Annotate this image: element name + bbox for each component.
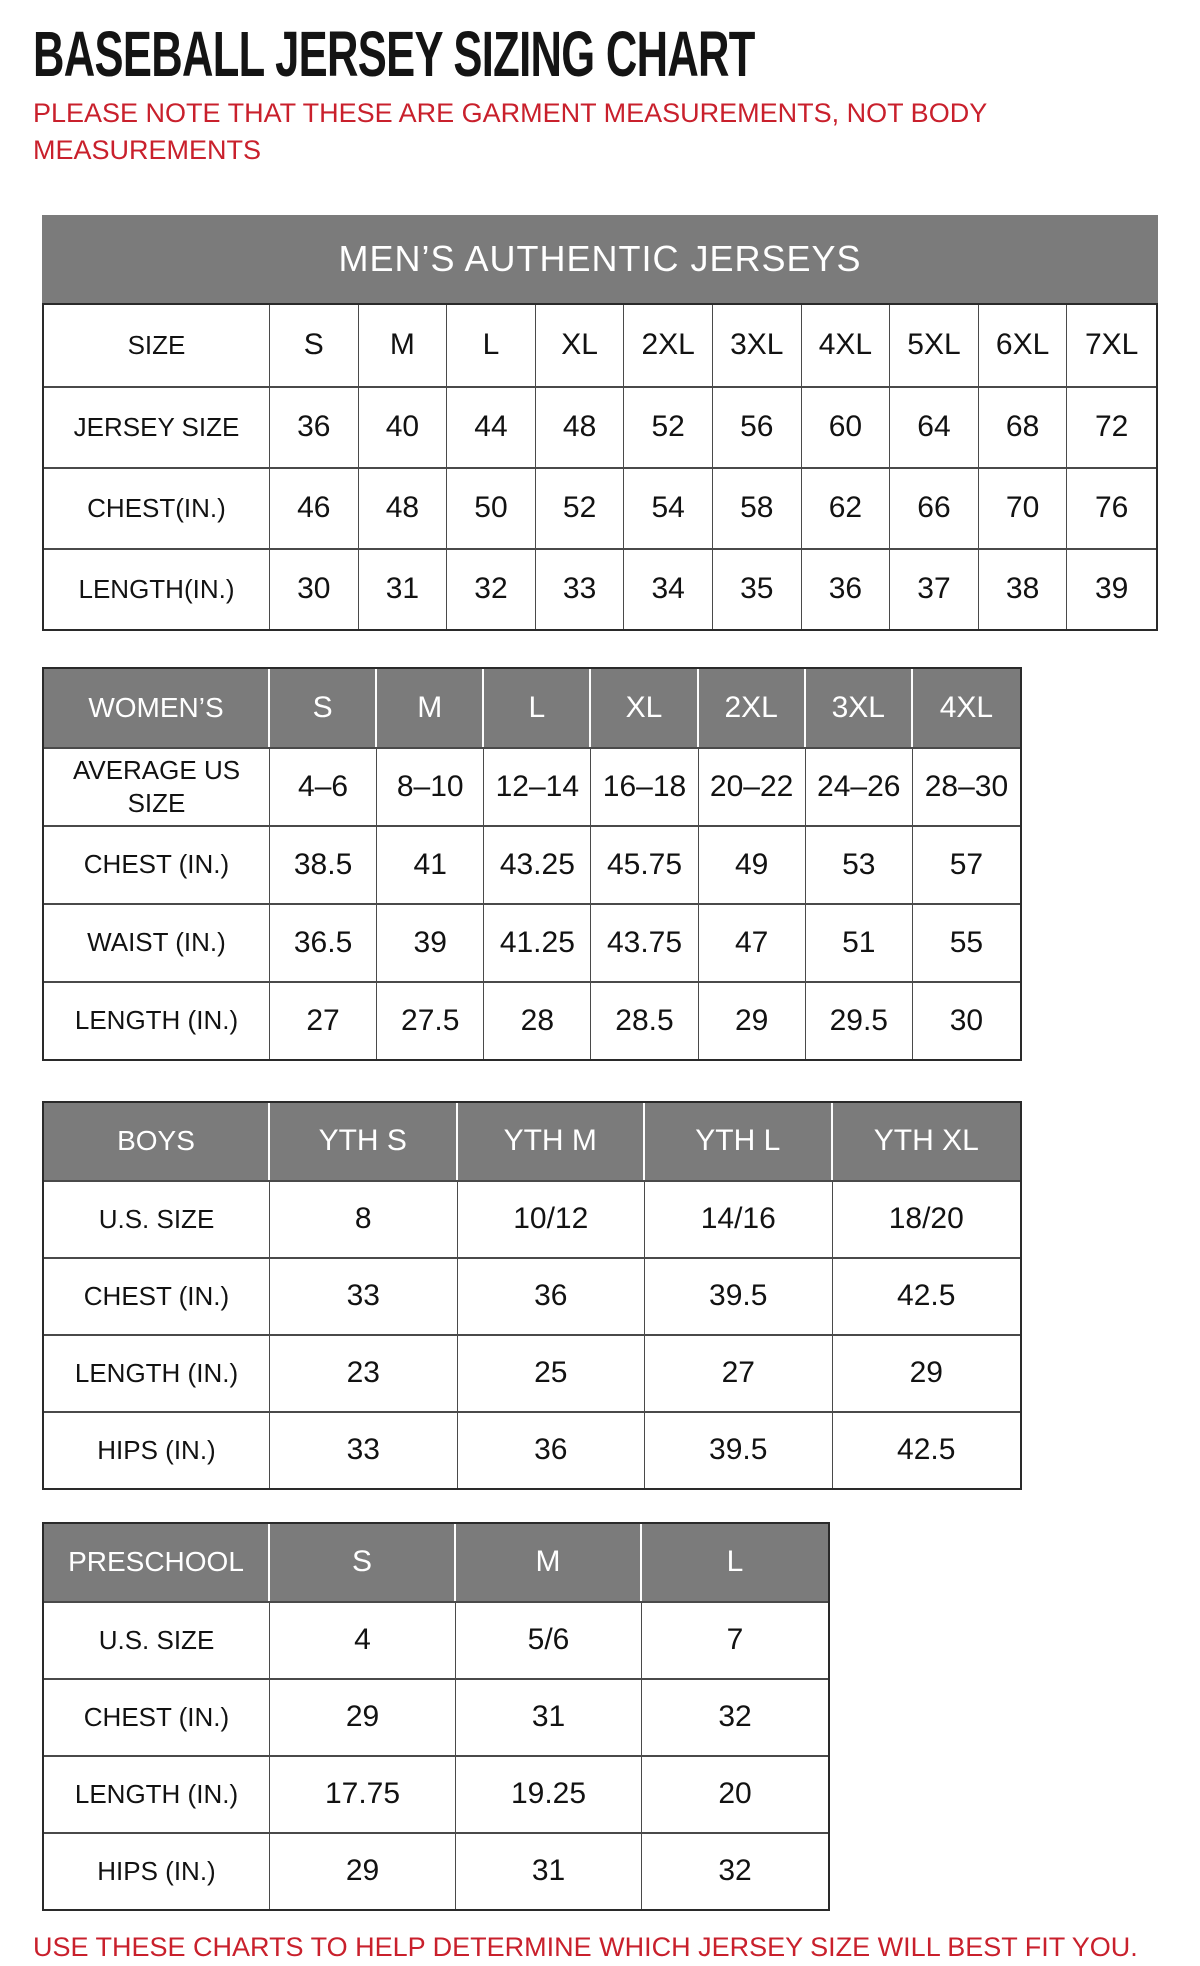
data-cell: 48 xyxy=(359,467,448,548)
column-header: 6XL xyxy=(979,305,1068,386)
data-cell: 19.25 xyxy=(456,1755,642,1832)
data-cell: 20 xyxy=(642,1755,828,1832)
data-cell: 14/16 xyxy=(645,1180,833,1257)
data-cell: 53 xyxy=(806,825,913,903)
data-cell: 46 xyxy=(270,467,359,548)
sizing-chart-page xyxy=(0,18,1200,1966)
column-header: XL xyxy=(536,305,625,386)
column-header: 4XL xyxy=(802,305,891,386)
row-label: U.S. SIZE xyxy=(44,1601,270,1678)
column-header: XL xyxy=(591,669,698,747)
data-cell: 58 xyxy=(713,467,802,548)
column-header: 7XL xyxy=(1067,305,1156,386)
data-cell: 23 xyxy=(270,1334,458,1411)
data-cell: 39 xyxy=(377,903,484,981)
data-cell: 27 xyxy=(645,1334,833,1411)
data-cell: 29 xyxy=(270,1678,456,1755)
data-cell: 7 xyxy=(642,1601,828,1678)
data-cell: 43.25 xyxy=(484,825,591,903)
data-cell: 29 xyxy=(699,981,806,1059)
column-header: S xyxy=(270,305,359,386)
data-cell: 17.75 xyxy=(270,1755,456,1832)
data-cell: 35 xyxy=(713,548,802,629)
data-cell: 4 xyxy=(270,1601,456,1678)
data-cell: 25 xyxy=(458,1334,646,1411)
data-cell: 38 xyxy=(979,548,1068,629)
data-cell: 36 xyxy=(458,1257,646,1334)
data-cell: 4–6 xyxy=(270,747,377,825)
data-cell: 8 xyxy=(270,1180,458,1257)
data-cell: 36 xyxy=(802,548,891,629)
data-cell: 39.5 xyxy=(645,1411,833,1488)
row-label: CHEST(IN.) xyxy=(44,467,270,548)
data-cell: 43.75 xyxy=(591,903,698,981)
data-cell: 52 xyxy=(536,467,625,548)
data-cell: 30 xyxy=(270,548,359,629)
row-label: CHEST (IN.) xyxy=(44,825,270,903)
data-cell: 44 xyxy=(447,386,536,467)
row-label: WAIST (IN.) xyxy=(44,903,270,981)
row-label: LENGTH (IN.) xyxy=(44,1755,270,1832)
data-cell: 18/20 xyxy=(833,1180,1021,1257)
table-title-band: MEN’S AUTHENTIC JERSEYS xyxy=(42,215,1158,303)
data-cell: 32 xyxy=(447,548,536,629)
data-cell: 72 xyxy=(1067,386,1156,467)
data-cell: 32 xyxy=(642,1832,828,1909)
data-cell: 10/12 xyxy=(458,1180,646,1257)
row-label: CHEST (IN.) xyxy=(44,1257,270,1334)
data-cell: 8–10 xyxy=(377,747,484,825)
data-cell: 27.5 xyxy=(377,981,484,1059)
column-header: 2XL xyxy=(624,305,713,386)
data-cell: 51 xyxy=(806,903,913,981)
data-cell: 33 xyxy=(270,1411,458,1488)
data-cell: 64 xyxy=(890,386,979,467)
data-cell: 48 xyxy=(536,386,625,467)
garment-measurement-note: PLEASE NOTE THAT THESE ARE GARMENT MEASUREMENTS, NOT BODY MEASUREMENTS xyxy=(33,97,987,165)
data-cell: 41 xyxy=(377,825,484,903)
row-label: U.S. SIZE xyxy=(44,1180,270,1257)
data-cell: 20–22 xyxy=(699,747,806,825)
data-cell: 28.5 xyxy=(591,981,698,1059)
table-corner-label: SIZE xyxy=(44,305,270,386)
row-label: HIPS (IN.) xyxy=(44,1832,270,1909)
data-cell: 16–18 xyxy=(591,747,698,825)
data-cell: 62 xyxy=(802,467,891,548)
data-cell: 38.5 xyxy=(270,825,377,903)
row-label: HIPS (IN.) xyxy=(44,1411,270,1488)
data-cell: 29.5 xyxy=(806,981,913,1059)
data-cell: 33 xyxy=(270,1257,458,1334)
data-cell: 50 xyxy=(447,467,536,548)
womens-sizing-table xyxy=(42,667,1022,1061)
data-cell: 28–30 xyxy=(913,747,1020,825)
size-grid xyxy=(42,303,1158,631)
data-cell: 66 xyxy=(890,467,979,548)
data-cell: 5/6 xyxy=(456,1601,642,1678)
data-cell: 45.75 xyxy=(591,825,698,903)
data-cell: 68 xyxy=(979,386,1068,467)
data-cell: 39 xyxy=(1067,548,1156,629)
data-cell: 29 xyxy=(270,1832,456,1909)
column-header: YTH S xyxy=(270,1103,458,1180)
data-cell: 55 xyxy=(913,903,1020,981)
column-header: 3XL xyxy=(713,305,802,386)
data-cell: 28 xyxy=(484,981,591,1059)
data-cell: 36 xyxy=(270,386,359,467)
data-cell: 39.5 xyxy=(645,1257,833,1334)
data-cell: 52 xyxy=(624,386,713,467)
fit-advice-note: USE THESE CHARTS TO HELP DETERMINE WHICH JERSEY SIZE WILL BEST FIT YOU. xyxy=(33,1931,1138,1962)
data-cell: 31 xyxy=(456,1678,642,1755)
column-header: YTH M xyxy=(458,1103,646,1180)
table-corner-label: WOMEN’S xyxy=(44,669,270,747)
data-cell: 24–26 xyxy=(806,747,913,825)
column-header: M xyxy=(359,305,448,386)
data-cell: 29 xyxy=(833,1334,1021,1411)
data-cell: 27 xyxy=(270,981,377,1059)
data-cell: 31 xyxy=(456,1832,642,1909)
data-cell: 34 xyxy=(624,548,713,629)
data-cell: 76 xyxy=(1067,467,1156,548)
data-cell: 37 xyxy=(890,548,979,629)
column-header: L xyxy=(484,669,591,747)
row-label: LENGTH(IN.) xyxy=(44,548,270,629)
data-cell: 49 xyxy=(699,825,806,903)
column-header: S xyxy=(270,669,377,747)
preschool-sizing-table xyxy=(42,1522,830,1911)
column-header: 4XL xyxy=(913,669,1020,747)
row-label: JERSEY SIZE xyxy=(44,386,270,467)
data-cell: 70 xyxy=(979,467,1068,548)
data-cell: 40 xyxy=(359,386,448,467)
row-label: LENGTH (IN.) xyxy=(44,1334,270,1411)
column-header: L xyxy=(447,305,536,386)
data-cell: 31 xyxy=(359,548,448,629)
size-grid xyxy=(42,667,1022,1061)
data-cell: 56 xyxy=(713,386,802,467)
boys-sizing-table xyxy=(42,1101,1022,1490)
data-cell: 36 xyxy=(458,1411,646,1488)
column-header: M xyxy=(456,1524,642,1601)
data-cell: 47 xyxy=(699,903,806,981)
data-cell: 41.25 xyxy=(484,903,591,981)
data-cell: 42.5 xyxy=(833,1257,1021,1334)
row-label: AVERAGE US SIZE xyxy=(44,747,270,825)
column-header: YTH L xyxy=(645,1103,833,1180)
page-title: BASEBALL JERSEY SIZING CHART xyxy=(33,18,755,90)
data-cell: 42.5 xyxy=(833,1411,1021,1488)
column-header: M xyxy=(377,669,484,747)
column-header: 3XL xyxy=(806,669,913,747)
data-cell: 32 xyxy=(642,1678,828,1755)
data-cell: 30 xyxy=(913,981,1020,1059)
size-grid xyxy=(42,1522,830,1911)
column-header: 5XL xyxy=(890,305,979,386)
data-cell: 12–14 xyxy=(484,747,591,825)
data-cell: 36.5 xyxy=(270,903,377,981)
column-header: L xyxy=(642,1524,828,1601)
column-header: YTH XL xyxy=(833,1103,1021,1180)
data-cell: 54 xyxy=(624,467,713,548)
data-cell: 57 xyxy=(913,825,1020,903)
table-corner-label: BOYS xyxy=(44,1103,270,1180)
size-grid xyxy=(42,1101,1022,1490)
column-header: 2XL xyxy=(699,669,806,747)
data-cell: 33 xyxy=(536,548,625,629)
column-header: S xyxy=(270,1524,456,1601)
row-label: LENGTH (IN.) xyxy=(44,981,270,1059)
data-cell: 60 xyxy=(802,386,891,467)
mens-sizing-table xyxy=(42,215,1158,631)
row-label: CHEST (IN.) xyxy=(44,1678,270,1755)
table-corner-label: PRESCHOOL xyxy=(44,1524,270,1601)
